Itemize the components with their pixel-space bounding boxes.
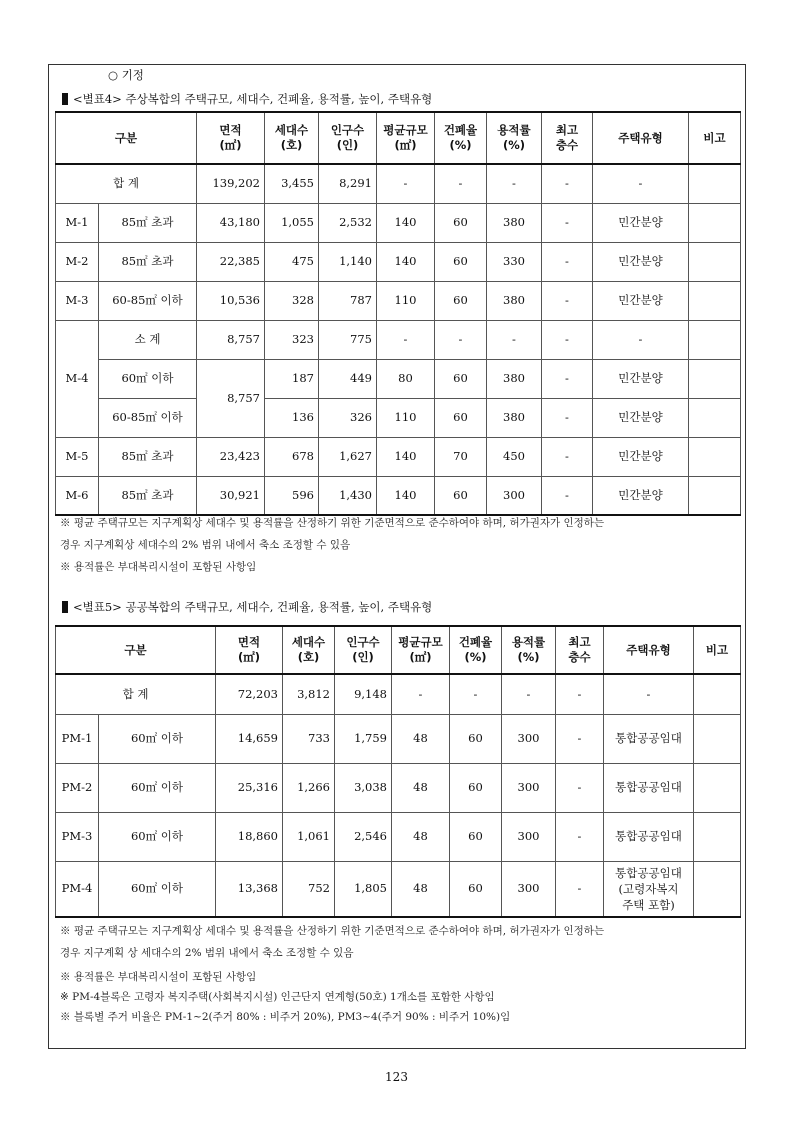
cell-households: 1,055 [265,203,319,242]
cell-households: 3,812 [283,674,335,714]
cell-avg-size: - [392,674,450,714]
cell-far: 300 [502,763,556,812]
cell-remarks [689,242,741,281]
cell-avg-size: 110 [377,281,435,320]
cell-housing-type: 민간분양 [593,359,689,398]
cell-remarks [694,812,741,861]
col-header-population: 인구수 (인) [335,626,392,674]
cell-remarks [689,203,741,242]
cell-area: 8,757 [197,359,265,437]
cell-remarks [689,398,741,437]
table-row [56,320,741,359]
cell-households: 733 [283,714,335,763]
cell-max-floors: - [542,203,593,242]
table-row [56,674,741,714]
table4-caption-text: <별표4> 주상복합의 주택규모, 세대수, 건폐율, 용적률, 높이, 주택유형 [73,92,433,106]
table5-note: ※ 블록별 주거 비율은 PM-1~2(주거 80% : 비주거 20%), PM3~4(주거 90% : 비주거 10%)임 [60,1011,511,1023]
cell-remarks [689,164,741,203]
table5-note: ※ 용적률은 부대복리시설이 포함된 사항임 [60,971,257,983]
col-header-remarks: 비고 [694,626,741,674]
cell-area: 43,180 [197,203,265,242]
cell-households: 328 [265,281,319,320]
cell-households: 323 [265,320,319,359]
table-row [56,476,741,515]
table-row [56,437,741,476]
cell-coverage: 60 [435,242,487,281]
table-row [56,281,741,320]
cell-coverage: 60 [435,203,487,242]
cell-max-floors: - [542,476,593,515]
cell-block: PM-2 [56,763,99,812]
cell-remarks [689,437,741,476]
cell-population: 775 [319,320,377,359]
cell-population: 3,038 [335,763,392,812]
cell-coverage: 60 [450,714,502,763]
cell-far: 450 [487,437,542,476]
table-row [56,714,741,763]
cell-coverage: 60 [435,476,487,515]
cell-housing-type: 민간분양 [593,398,689,437]
cell-housing-type: 민간분양 [593,203,689,242]
table-row [56,812,741,861]
bullet-icon [62,601,68,613]
cell-area: 8,757 [197,320,265,359]
cell-size: 85㎡ 초과 [99,476,197,515]
cell-households: 678 [265,437,319,476]
section-heading: ○ 기정 [108,68,144,82]
table4-caption [62,92,432,106]
cell-size: 60㎡ 이하 [99,714,216,763]
cell-population: 2,532 [319,203,377,242]
cell-coverage: 60 [450,861,502,917]
cell-area: 10,536 [197,281,265,320]
col-header-housing-type: 주택유형 [593,112,689,164]
cell-households: 187 [265,359,319,398]
table4-note: ※ 평균 주택규모는 지구계획상 세대수 및 용적률을 산정하기 위한 기준면적으로 준수하여야 하며, 허가권자가 인정하는 [60,517,605,529]
cell-max-floors: - [556,812,604,861]
table-row [56,203,741,242]
table5-note: ※ PM-4블록은 고령자 복지주택(사회복지시설) 인근단지 연계형(50호) 1개소를 포함한 사항임 [60,991,495,1003]
cell-block: M-5 [56,437,99,476]
table-row [56,861,741,917]
cell-size: 60㎡ 이하 [99,359,197,398]
bullet-icon [62,93,68,105]
cell-area: 22,385 [197,242,265,281]
table-row [56,242,741,281]
cell-housing-type: - [593,320,689,359]
total-label: 합 계 [56,164,197,203]
cell-area: 14,659 [216,714,283,763]
cell-remarks [694,714,741,763]
cell-population: 9,148 [335,674,392,714]
cell-area: 72,203 [216,674,283,714]
cell-coverage: - [450,674,502,714]
cell-size: 60㎡ 이하 [99,763,216,812]
cell-housing-type: - [593,164,689,203]
cell-avg-size: 140 [377,242,435,281]
cell-avg-size: 140 [377,437,435,476]
cell-max-floors: - [542,320,593,359]
table5-note: ※ 평균 주택규모는 지구계획상 세대수 및 용적률을 산정하기 위한 기준면적으로 준수하여야 하며, 허가권자가 인정하는 [60,925,605,937]
col-header-households: 세대수 (호) [283,626,335,674]
table4-header-row [56,112,741,164]
cell-size: 소 계 [99,320,197,359]
cell-far: 330 [487,242,542,281]
cell-population: 449 [319,359,377,398]
cell-population: 1,627 [319,437,377,476]
cell-avg-size: 48 [392,861,450,917]
cell-households: 596 [265,476,319,515]
col-header-max-floors: 최고 층수 [556,626,604,674]
cell-households: 136 [265,398,319,437]
cell-coverage: - [435,164,487,203]
cell-population: 2,546 [335,812,392,861]
cell-remarks [689,476,741,515]
cell-far: - [502,674,556,714]
cell-avg-size: - [377,164,435,203]
cell-households: 1,266 [283,763,335,812]
cell-far: 300 [502,812,556,861]
cell-remarks [689,281,741,320]
table5 [55,625,741,918]
cell-avg-size: - [377,320,435,359]
cell-avg-size: 48 [392,714,450,763]
cell-coverage: 70 [435,437,487,476]
table-row [56,359,741,398]
cell-block: M-6 [56,476,99,515]
cell-households: 3,455 [265,164,319,203]
cell-remarks [694,674,741,714]
cell-block: PM-1 [56,714,99,763]
cell-size: 60-85㎡ 이하 [99,281,197,320]
cell-block: PM-4 [56,861,99,917]
cell-coverage: 60 [450,812,502,861]
cell-block: M-3 [56,281,99,320]
cell-housing-type: - [604,674,694,714]
col-header-gubun: 구분 [56,626,216,674]
col-header-area: 면적 (㎡) [197,112,265,164]
col-header-far: 용적률 (%) [502,626,556,674]
cell-housing-type: 민간분양 [593,476,689,515]
cell-population: 326 [319,398,377,437]
col-header-housing-type: 주택유형 [604,626,694,674]
col-header-remarks: 비고 [689,112,741,164]
cell-max-floors: - [556,763,604,812]
cell-remarks [689,359,741,398]
cell-avg-size: 140 [377,203,435,242]
total-label: 합 계 [56,674,216,714]
cell-housing-type: 민간분양 [593,281,689,320]
cell-max-floors: - [542,164,593,203]
cell-block: M-4 [56,320,99,437]
table-row [56,398,741,437]
cell-max-floors: - [542,281,593,320]
cell-max-floors: - [542,398,593,437]
cell-remarks [694,763,741,812]
cell-population: 1,140 [319,242,377,281]
col-header-avg-size: 평균규모 (㎡) [377,112,435,164]
table5-note: 경우 지구계획 상 세대수의 2% 범위 내에서 축소 조정할 수 있음 [60,947,354,959]
cell-population: 1,430 [319,476,377,515]
cell-max-floors: - [542,242,593,281]
cell-max-floors: - [556,861,604,917]
cell-block: PM-3 [56,812,99,861]
cell-coverage: 60 [450,763,502,812]
cell-population: 8,291 [319,164,377,203]
cell-population: 787 [319,281,377,320]
page-number: 123 [385,1070,408,1084]
cell-coverage: 60 [435,359,487,398]
cell-size: 60㎡ 이하 [99,812,216,861]
table-row [56,164,741,203]
col-header-population: 인구수 (인) [319,112,377,164]
cell-far: 300 [487,476,542,515]
cell-population: 1,805 [335,861,392,917]
cell-far: 380 [487,281,542,320]
cell-avg-size: 48 [392,763,450,812]
cell-remarks [694,861,741,917]
table-row [56,763,741,812]
cell-coverage: 60 [435,281,487,320]
cell-size: 85㎡ 초과 [99,437,197,476]
table4-note: ※ 용적률은 부대복리시설이 포함된 사항임 [60,561,257,573]
table5-caption [62,600,432,614]
cell-max-floors: - [556,674,604,714]
cell-households: 1,061 [283,812,335,861]
table4 [55,111,741,516]
col-header-coverage: 건폐율 (%) [435,112,487,164]
col-header-gubun: 구분 [56,112,197,164]
cell-far: 380 [487,359,542,398]
col-header-far: 용적률 (%) [487,112,542,164]
cell-households: 752 [283,861,335,917]
cell-housing-type: 민간분양 [593,242,689,281]
table5-header-row [56,626,741,674]
cell-far: 380 [487,203,542,242]
cell-area: 23,423 [197,437,265,476]
col-header-coverage: 건폐율 (%) [450,626,502,674]
cell-max-floors: - [542,359,593,398]
cell-block: M-1 [56,203,99,242]
cell-housing-type: 통합공공임대 [604,763,694,812]
cell-households: 475 [265,242,319,281]
cell-size: 60㎡ 이하 [99,861,216,917]
cell-avg-size: 140 [377,476,435,515]
cell-max-floors: - [556,714,604,763]
cell-area: 139,202 [197,164,265,203]
cell-housing-type: 통합공공임대 [604,812,694,861]
cell-remarks [689,320,741,359]
cell-size: 85㎡ 초과 [99,203,197,242]
cell-area: 13,368 [216,861,283,917]
col-header-avg-size: 평균규모 (㎡) [392,626,450,674]
cell-area: 18,860 [216,812,283,861]
cell-avg-size: 48 [392,812,450,861]
col-header-households: 세대수 (호) [265,112,319,164]
table4-note: 경우 지구계획상 세대수의 2% 범위 내에서 축소 조정할 수 있음 [60,539,351,551]
cell-block: M-2 [56,242,99,281]
col-header-max-floors: 최고 층수 [542,112,593,164]
cell-area: 30,921 [197,476,265,515]
cell-housing-type: 민간분양 [593,437,689,476]
cell-far: 380 [487,398,542,437]
cell-coverage: - [435,320,487,359]
cell-area: 25,316 [216,763,283,812]
cell-housing-type: 통합공공임대 (고령자복지 주택 포함) [604,861,694,917]
col-header-area: 면적 (㎡) [216,626,283,674]
cell-coverage: 60 [435,398,487,437]
cell-avg-size: 110 [377,398,435,437]
cell-size: 60-85㎡ 이하 [99,398,197,437]
cell-far: 300 [502,714,556,763]
cell-max-floors: - [542,437,593,476]
cell-far: - [487,164,542,203]
table5-caption-text: <별표5> 공공복합의 주택규모, 세대수, 건폐율, 용적률, 높이, 주택유형 [73,600,433,614]
cell-size: 85㎡ 초과 [99,242,197,281]
cell-avg-size: 80 [377,359,435,398]
cell-far: - [487,320,542,359]
cell-housing-type: 통합공공임대 [604,714,694,763]
cell-population: 1,759 [335,714,392,763]
cell-far: 300 [502,861,556,917]
